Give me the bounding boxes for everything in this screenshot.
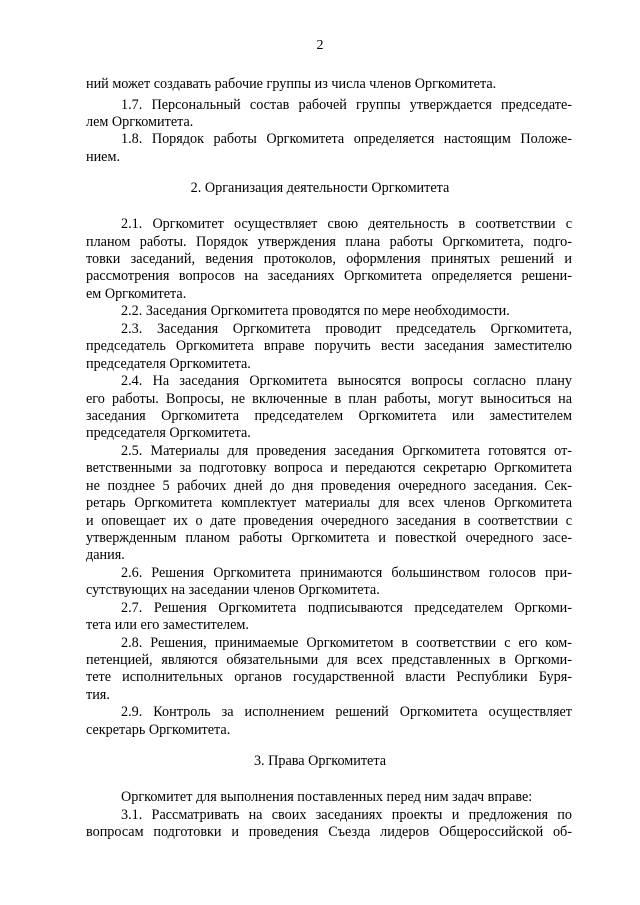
paragraph-line: 2.8. Решения, принимаемые Оргкомитетом в соответствии с его ком- [121,635,572,651]
paragraph-line: председателя Оргкомитета. [86,425,251,441]
paragraph-line: 3.1. Рассматривать на своих заседаниях проекты и предложения по [121,807,572,823]
paragraph-line: 2.6. Решения Оргкомитета принимаются большинством голосов при- [121,565,572,581]
paragraph-line: дания. [86,547,125,563]
paragraph-line: вопросам подготовки и проведения Съезда лидеров Общероссийской об- [86,824,572,840]
paragraph-line: председателя Оргкомитета. [86,356,251,372]
paragraph-line: заседания Оргкомитета председателем Оргкомитета или заместителем [86,408,572,424]
paragraph-line: и оповещает их о дате проведения очередного заседания в соответствии с [86,513,572,529]
paragraph-line: 1.8. Порядок работы Оргкомитета определяется настоящим Положе- [121,131,572,147]
paragraph-line: планом работы. Порядок утверждения плана работы Оргкомитета, подго- [86,234,572,250]
paragraph-line: сутствующих на заседании членов Оргкомитета. [86,582,380,598]
paragraph-line: петенцией, являются обязательными для всех представленных в Оргкоми- [86,652,572,668]
paragraph-line: председатель Оргкомитета вправе поручить вести заседания заместителю [86,338,572,354]
paragraph-line: 2.4. На заседания Оргкомитета выносятся вопросы согласно плану [121,373,572,389]
paragraph-line: ретарь Оргкомитета комплектует материалы для всех членов Оргкомитета [86,495,572,511]
paragraph-line: нием. [86,149,121,165]
paragraph-line: не позднее 5 рабочих дней до дня проведения очередного заседания. Сек- [86,478,572,494]
section-heading: 3. Права Оргкомитета [253,753,387,769]
paragraph-line: рассмотрения вопросов на заседаниях Оргкомитета определяется решени- [86,268,572,284]
paragraph-line: товки заседаний, ведения протоколов, оформления принятых решений и [86,251,572,267]
paragraph-line: ем Оргкомитета. [86,286,187,302]
paragraph-line: 2.5. Материалы для проведения заседания Оргкомитета готовятся от- [121,443,572,459]
paragraph-line: тия. [86,687,110,703]
paragraph-line: 2.7. Решения Оргкомитета подписываются председателем Оргкоми- [121,600,572,616]
paragraph-line: 2.2. Заседания Оргкомитета проводятся по мере необходимости. [121,303,510,319]
page-number: 2 [316,38,324,53]
paragraph-line: утвержденным планом работы Оргкомитета и повесткой очередного засе- [86,530,572,546]
paragraph-line: 2.9. Контроль за исполнением решений Оргкомитета осуществляет [121,704,572,720]
paragraph-line: лем Оргкомитета. [86,114,194,130]
section-heading: 2. Организация деятельности Оргкомитета [190,180,450,196]
paragraph-line: Оргкомитет для выполнения поставленных перед ним задач вправе: [121,789,533,805]
paragraph-line: тете исполнительных органов государственной власти Республики Буря- [86,669,572,685]
paragraph-line: 1.7. Персональный состав рабочей группы утверждается председате- [121,97,572,113]
paragraph-line: 2.3. Заседания Оргкомитета проводит председатель Оргкомитета, [121,321,572,337]
paragraph-line: 2.1. Оргкомитет осуществляет свою деятельность в соответствии с [121,216,572,232]
paragraph-line: ветственными за подготовку вопроса и передаются секретарю Оргкомитета [86,460,572,476]
paragraph-line: тета или его заместителем. [86,617,249,633]
paragraph-line: ний может создавать рабочие группы из числа членов Оргкомитета. [86,76,497,92]
paragraph-line: его работы. Вопросы, не включенные в план работы, могут выноситься на [86,391,572,407]
paragraph-line: секретарь Оргкомитета. [86,722,231,738]
